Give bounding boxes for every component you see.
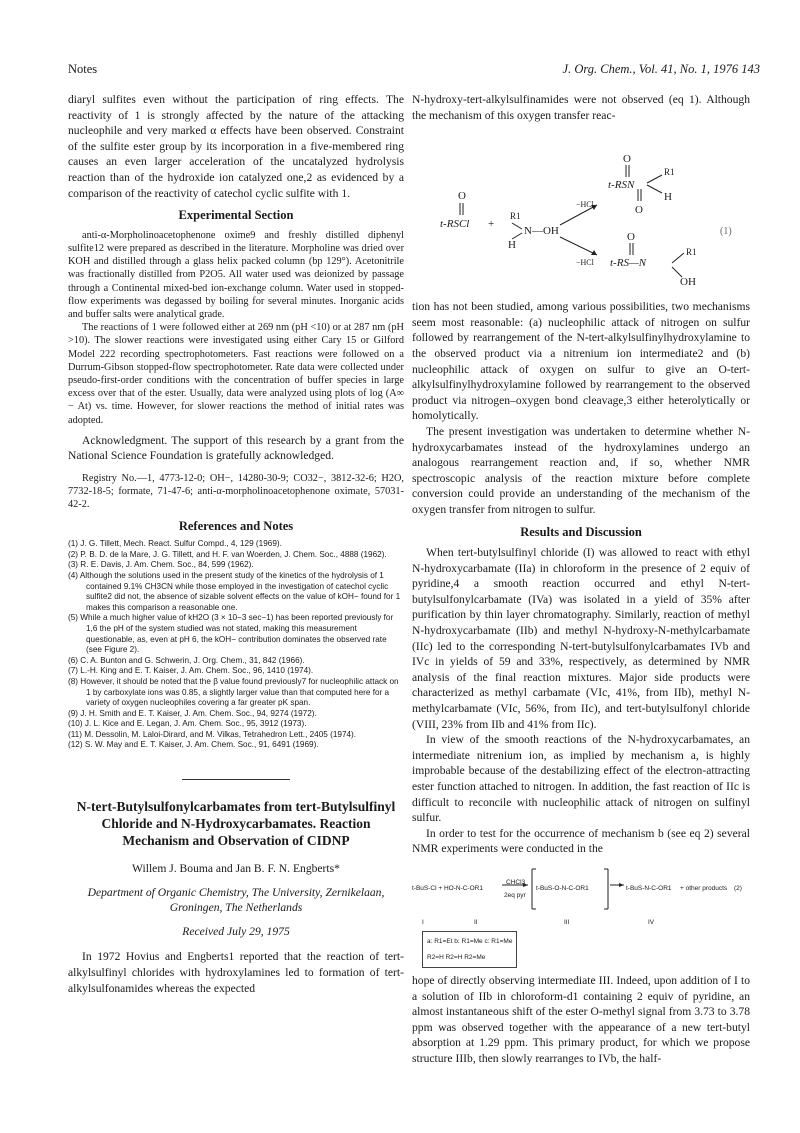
eq2-reactants: t-BuS-Cl + HO-N-C-OR1 [412,884,483,892]
paragraph-continuation: N-hydroxy-tert-alkylsulfinamides were not observed (eq 1). Although the mechanism of this oxygen transfer reac- [412,93,750,122]
references-heading: References and Notes [178,518,294,533]
eq1-bottom-oxygen: O [627,231,635,244]
reference-item: (6) C. A. Bunton and G. Schwerin, J. Org. Chem., 31, 842 (1966). [68,655,305,665]
eq1-number: (1) [720,226,732,238]
eq1-top-r1: R1 [664,167,675,178]
eq1-sulfinamide: t-RSN [608,179,635,192]
paragraph-results: When tert-butylsulfinyl chloride (I) was allowed to react with ethyl N-hydroxycarbamate (IIa) in chloroform in the presence of 2 equiv of pyridine,4 a smooth reaction occurred and ethyl N-tert-butylsulfonylcarbamate (IVa) was isolated in a yield of 35% after purification by thin layer chromatography. Similarly, reaction of methyl N-hydroxycarbamate (IIb) and methyl N-hydroxy-N-methylcarbamate (IIc) led to the corresponding N-tert-butylsulfonylcarbamates IVb and IVc in yields of 59 and 33%, respectively, as determined by NMR analysis of the final reaction mixtures. Major side products were characterized as methyl carbamate (VIc, 41%, from IIb), methyl N-methylcarbamate (VIc, 56%, from IIc), and tert-butylsulfonyl chloride (VIII, 23% from IIb and 41% from IIc). [412,546,750,731]
eq1-minus-hcl-top: −HCl [576,200,594,210]
running-head-left: Notes [68,62,98,76]
eq1-r1: R1 [510,211,521,222]
running-head-right: J. Org. Chem., Vol. 41, No. 1, 1976 143 [562,62,760,76]
reference-item: (2) P. B. D. de la Mare, J. G. Tillett, and H. F. van Woerden, J. Chem. Soc., 4888 (1962). [68,549,387,559]
eq1-sulfinyl-chloride: t-RSCl [440,218,470,231]
reference-item: (7) L.-H. King and E. T. Kaiser, J. Am. Chem. Soc., 96, 1410 (1974). [68,666,314,676]
article-intro: In 1972 Hovius and Engberts1 reported that the reaction of tert-alkylsulfinyl chlorides with hydroxylamines led to formation of tert-alkylsulfonamides whereas the expected [68,950,404,995]
reference-item: (5) While a much higher value of kH2O (3 × 10−3 sec−1) has been reported previously for 1,6 the pH of the system studied was not stated, making this measurement questionable, as, even at pH 6, the kOH− contribution dominates the observed rate (see Figure 2). [68,613,394,655]
eq1-hydroxylamine: N—OH [524,225,559,238]
eq2-number: (2) [734,884,742,892]
eq2-label-iv: IV [648,918,655,926]
acknowledgment: Acknowledgment. The support of this research by a grant from the National Science Foundation is gratefully acknowledged. [68,433,404,463]
eq1-oxygen: O [458,190,466,203]
eq1-top-h: H [664,191,672,204]
eq2-intermediate: t-BuS-O-N-C-OR1 [536,884,589,892]
reference-item: (3) R. E. Davis, J. Am. Chem. Soc., 84, 599 (1962). [68,560,254,570]
reference-item: (1) J. G. Tillett, Mech. React. Sulfur Compd., 4, 129 (1969). [68,539,282,549]
eq1-bottom-r1: R1 [686,247,697,258]
eq2-base: 2eq pyr [504,891,526,899]
eq2-label-iii: III [564,918,570,926]
eq2-substituent-legend [422,931,517,968]
eq1-top-oxygen: O [623,153,631,166]
equation-1-scheme [412,125,750,293]
article-title: N-tert-Butylsulfonylcarbamates from tert-Butylsulfinyl Chloride and N-Hydroxycarbamates. Reaction Mechanism and Observation of CIDNP [76,799,396,849]
eq1-sulfenyl-hydroxylamine: t-RS—N [610,257,647,270]
references-list [68,539,404,751]
paragraph-mechanisms: tion has not been studied, among various possibilities, two mechanisms seem most reasonable: (a) nucleophilic attack of nitrogen on sulfur followed by rearrangement of the N-tert-alkylsulfinylhydroxylamine to the observed product via a nitrenium ion intermediate2 and (b) nucleophilic attack of oxygen on sulfur to give an O-tert-alkylsulfinylhydroxylamine followed by rearrangement to the observed product via nitrogen–oxygen bond cleavage,3 either heterolytically or homolytically. [412,300,750,423]
eq2-label-ii: II [474,918,478,926]
intro-paragraph: diaryl sulfites even without the participation of ring effects. The reactivity of 1 is strongly affected by the nature of the attacking nucleophile and very marked α effects have been observed. Constraint of the sulfite ester group by its incorporation in a five-membered ring causes an even larger acceleration of the uncatalyzed hydrolysis reaction than of the hydroxide ion catalyzed one,2 as evidenced by a comparison of the reactivity of catechol cyclic sulfite with 1. [68,93,404,200]
left-column [68,92,404,996]
experimental-heading: Experimental Section [178,208,294,223]
article-authors: Willem J. Bouma and Jan B. F. N. Engberts* [132,862,340,876]
results-heading: Results and Discussion [520,524,642,539]
author-affiliation: Department of Organic Chemistry, The University, Zernikelaan, Groningen, The Netherlands [87,885,385,915]
received-date: Received July 29, 1975 [182,924,290,938]
eq2-solvent: CHCl3 [506,878,526,886]
reference-item: (8) However, it should be noted that the β value found previously7 for nucleophilic attack on 1 by carboxylate ions was 0.85, a slightly larger value than that computed here for a variety of oxygen nucleophiles covering a far greater pK span. [68,676,399,708]
equation-2-scheme [412,863,750,963]
experimental-paragraph-1: anti-α-Morpholinoacetophenone oxime9 and freshly distilled diphenyl sulfite12 were prepared as described in the literature. Morpholine was dried over KOH and distilled through a glass helix packed column (bp 129°). Acetonitrile was fractionally distilled from P2O5. All water used was deionized by passage through a Continental mixed-bed ion-exchange column. Water used in stopped-flow experiments was degassed by boiling for several minutes. Inorganic acids and buffer salts were analytical grade. [68,229,404,320]
paragraph-investigation: The present investigation was undertaken to determine whether N-hydroxycarbamates instead of the hydroxylamines undergo an analogous rearrangement reaction and, if so, whether NMR spectroscopic analysis of the reaction mixture before complete conversion could provide an understanding of the mechanism of the oxygen transfer from nitrogen to sulfur. [412,424,750,516]
reference-item: (4) Although the solutions used in the present study of the kinetics of the hydrolysis of 1 contained 9.1% CH3CN while those employed in the investigation of catechol cyclic sulfite2 did not, the absence of sizable solvent effects on the value of kOH− found for 1 makes this comparison a reasonable one. [68,570,401,612]
paragraph-nitrenium: In view of the smooth reactions of the N-hydroxycarbamates, an intermediate nitrenium ion, as implied by mechanism a, is highly improbable because of the destabilizing effect of the electron-attracting ester function attached to nitrogen. In addition, the fast reaction of IIc is difficult to reconcile with nucleophilic attack of nitrogen on sulfinyl sulfur. [412,733,750,825]
eq1-h: H [508,239,516,252]
right-column [412,92,750,1067]
eq1-plus: + [488,218,495,231]
eq2-other-products: + other products [680,884,728,892]
experimental-paragraph-2: The reactions of 1 were followed either at 269 nm (pH <10) or at 287 nm (pH >10). The slower reactions were investigated using either Cary 15 or Gilford Model 222 recording spectrophotometers. Fast reactions were followed on a Durrum-Gibson stopped-flow spectrophotometer. Rate data were collected under pseudo-first-order conditions with the concentration of buffer species in large excess over that of the ester. Usually, data were analyzed using plots of log (A∞ − At) vs. time. However, for slower reactions the method of initial rates was adopted. [68,322,404,426]
legend-row: a: R1=Et b: R1=Me c: R1=Me [427,937,513,945]
paragraph-nmr: In order to test for the occurrence of mechanism b (see eq 2) several NMR experiments were conducted in the [412,826,750,856]
paragraph-observation: hope of directly observing intermediate III. Indeed, upon addition of I to a solution of IIb in chloroform-d1 containing 2 equiv of pyridine, an almost instantaneous shift of the ester O-methyl signal from 3.73 to 3.78 ppm was observed together with the appearance of a new tert-butyl absorption at 1.29 ppm. This primary product, for which we propose structure IIIb, then slowly rearranges to IVb, the half- [412,973,750,1065]
eq1-bottom-oh: OH [680,276,696,289]
eq1-sulfur-oxygen: O [635,204,643,217]
reference-item: (11) M. Dessolin, M. Laloi-Dirard, and M. Vilkas, Tetrahedron Lett., 2405 (1974). [68,729,357,739]
article-divider [182,779,290,780]
reference-item: (12) S. W. May and E. T. Kaiser, J. Am. Chem. Soc., 91, 6491 (1969). [68,740,319,750]
eq1-minus-hcl-bottom: −HCl [576,258,594,268]
eq2-product: t-BuS-N-C-OR1 [626,884,672,892]
reference-item: (9) J. H. Smith and E. T. Kaiser, J. Am. Chem. Soc., 94, 9274 (1972). [68,708,317,718]
eq2-label-i: I [422,918,424,926]
reference-item: (10) J. L. Kice and E. Legan, J. Am. Chem. Soc., 95, 3912 (1973). [68,719,307,729]
legend-row: R2=H R2=H R2=Me [427,953,486,961]
registry-numbers: Registry No.—1, 4773-12-0; OH−, 14280-30-9; CO32−, 3812-32-6; H2O, 7732-18-5; formate, 71-47-6; anti-α-morpholinoacetophenone oximate, 57031-42-2. [68,472,404,511]
